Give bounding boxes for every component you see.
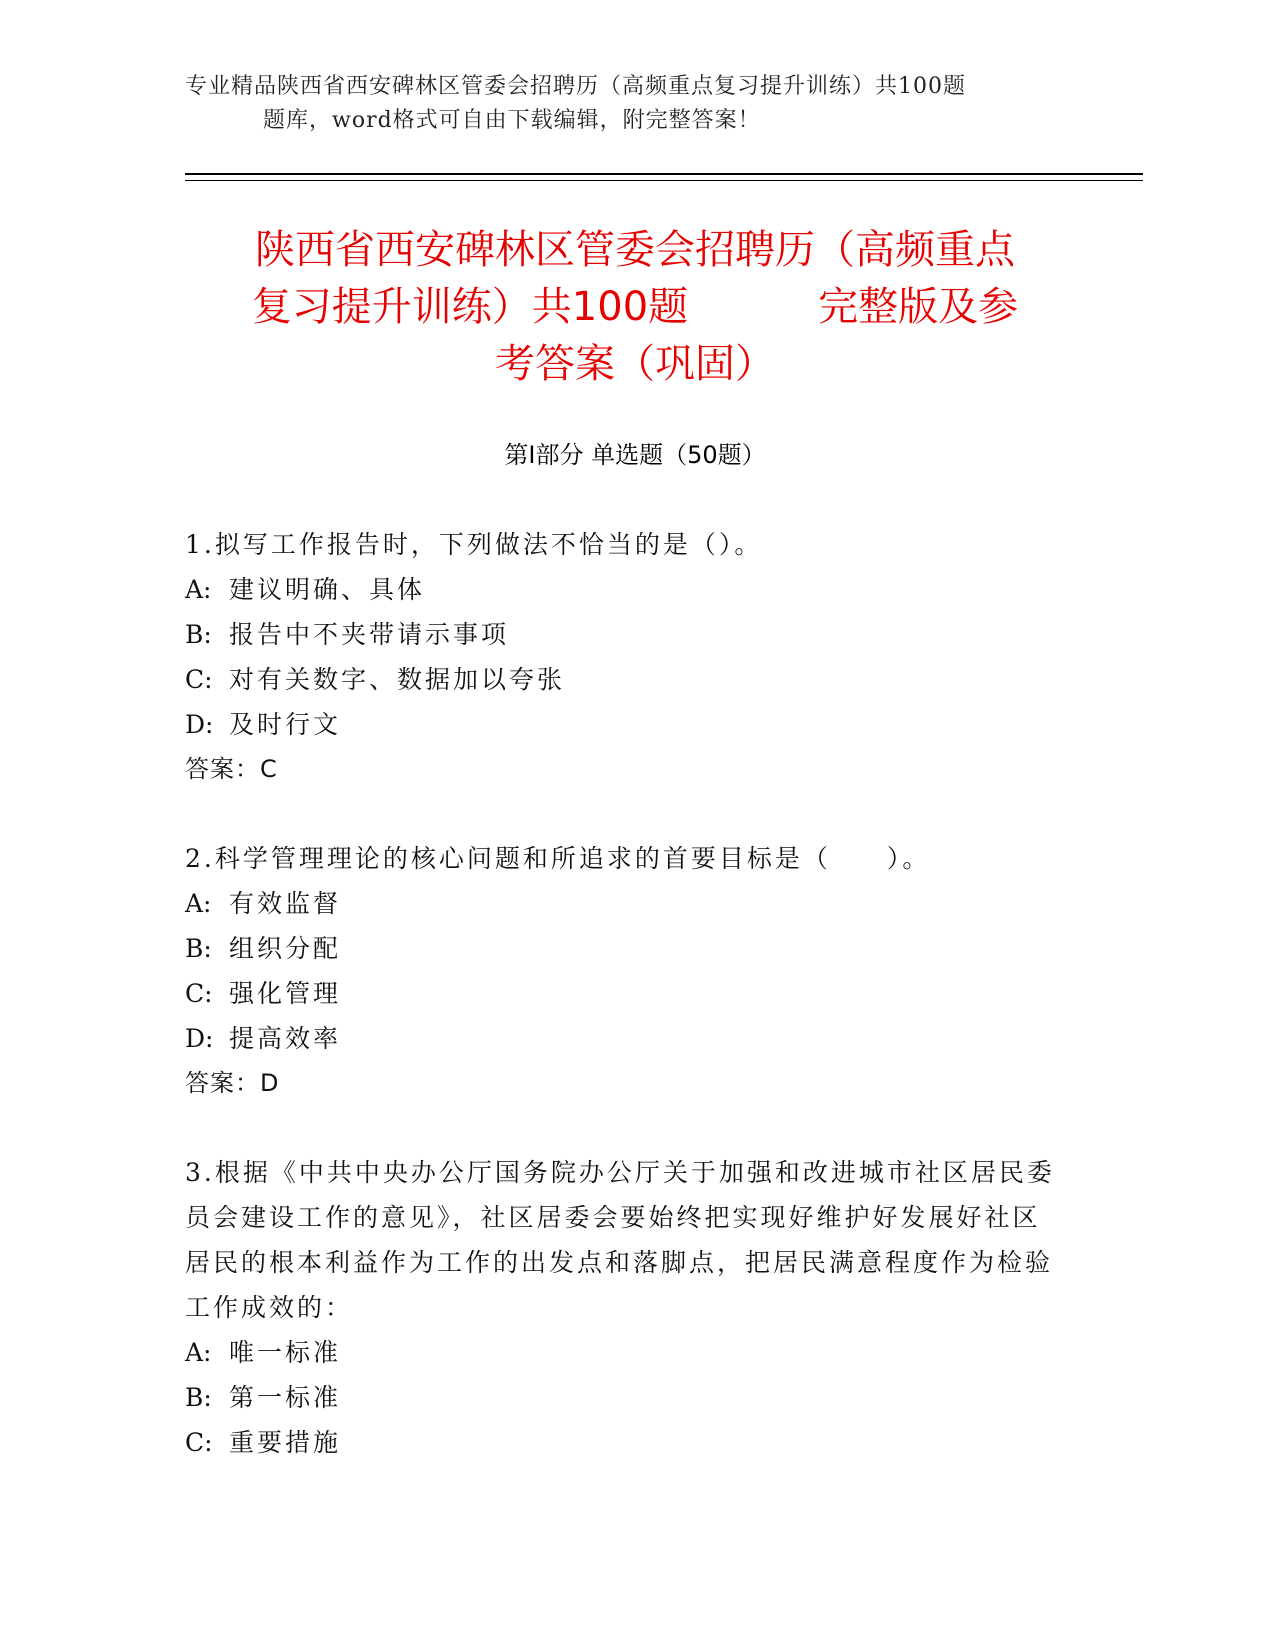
option-b (185, 612, 1065, 657)
question-stem: 1.拟写工作报告时，下列做法不恰当的是（）。 (185, 530, 763, 559)
option-b (185, 926, 1065, 971)
option-key: B: (185, 1383, 212, 1412)
question-1 (185, 522, 1065, 792)
option-text: 报告中不夹带请示事项 (229, 620, 510, 649)
title-line-1: 陕西省西安碑林区管委会招聘历（高频重点 (255, 227, 1015, 273)
option-key: A: (185, 575, 212, 604)
option-text: 建议明确、具体 (229, 575, 426, 604)
option-d (185, 1016, 1065, 1061)
question-3 (185, 1150, 1065, 1465)
question-2 (185, 836, 1065, 1106)
option-key: D: (185, 710, 214, 739)
option-c (185, 657, 1065, 702)
option-d (185, 702, 1065, 747)
option-key: C: (185, 665, 213, 694)
option-a (185, 567, 1065, 612)
header-line-2: 题库，word格式可自由下载编辑，附完整答案！ (263, 108, 761, 133)
option-key: C: (185, 979, 213, 1008)
header-rule-thick (185, 173, 1143, 175)
option-a (185, 881, 1065, 926)
option-key: D: (185, 1024, 214, 1053)
document-header (185, 70, 1045, 138)
option-c (185, 971, 1065, 1016)
answer-line: 答案：C (185, 755, 278, 783)
title-line-2-part-b: 完整版及参 (818, 284, 1019, 330)
option-b (185, 1375, 1065, 1420)
option-a (185, 1330, 1065, 1375)
option-key: A: (185, 1338, 212, 1367)
header-line-1: 专业精品陕西省西安碑林区管委会招聘历（高频重点复习提升训练）共100题 (185, 74, 966, 99)
answer-line: 答案：D (185, 1069, 280, 1097)
option-key: A: (185, 889, 212, 918)
option-c (185, 1420, 1065, 1465)
option-text: 唯一标准 (229, 1338, 342, 1367)
title-line-2 (185, 279, 1085, 336)
option-key: B: (185, 620, 212, 649)
option-text: 有效监督 (229, 889, 342, 918)
option-text: 强化管理 (229, 979, 342, 1008)
title-line-3: 考答案（巩固） (495, 341, 775, 387)
option-text: 提高效率 (229, 1024, 342, 1053)
question-list (185, 522, 1065, 1509)
question-stem: 3.根据《中共中央办公厅国务院办公厅关于加强和改进城市社区居民委员会建设工作的意见》，社区居委会要始终把实现好维护好发展好社区居民的根本利益作为工作的出发点和落脚点，把居民满意程度作为检验工作成效的： (185, 1158, 1055, 1322)
option-key: B: (185, 934, 212, 963)
section-heading: 第Ⅰ部分 单选题（50题） (504, 441, 766, 469)
title-line-2-part-a: 复习提升训练）共100题 (251, 284, 689, 330)
document-title (185, 222, 1085, 393)
option-text: 对有关数字、数据加以夸张 (229, 665, 566, 694)
option-text: 组织分配 (229, 934, 342, 963)
option-key: C: (185, 1428, 213, 1457)
option-text: 第一标准 (229, 1383, 342, 1412)
header-rule-thin (185, 180, 1143, 181)
question-stem: 2.科学管理理论的核心问题和所追求的首要目标是（ ）。 (185, 844, 931, 873)
option-text: 重要措施 (229, 1428, 342, 1457)
option-text: 及时行文 (229, 710, 342, 739)
